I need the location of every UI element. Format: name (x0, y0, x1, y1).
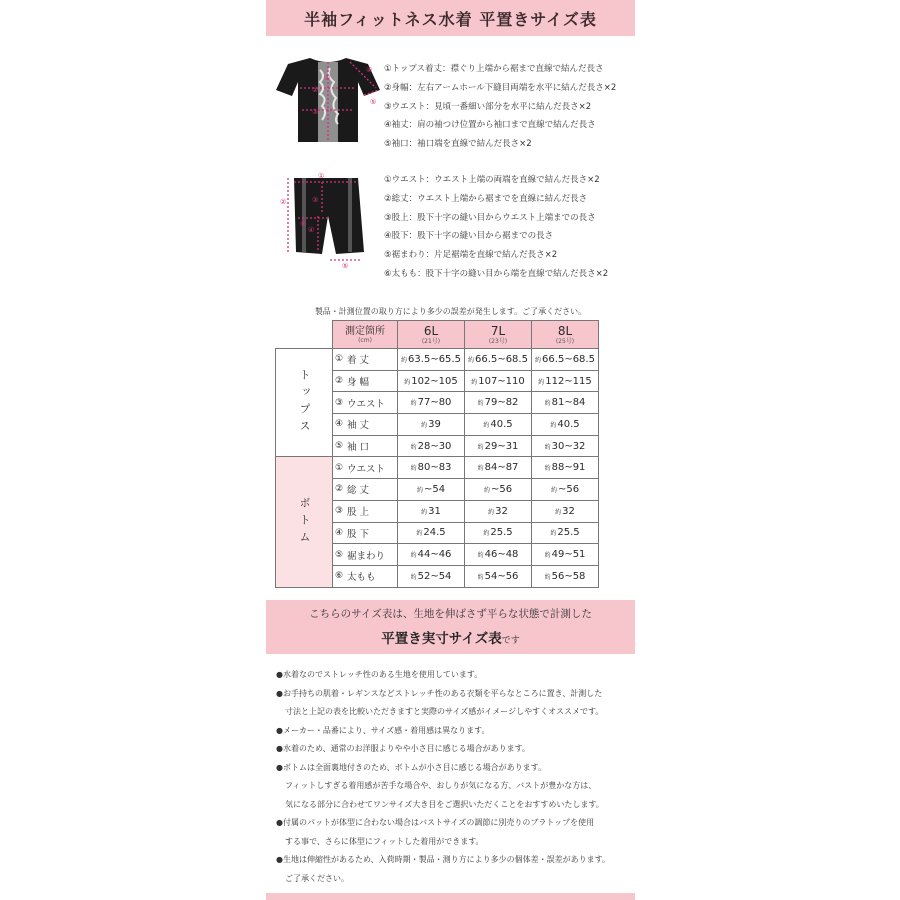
table-header-row (276, 321, 599, 349)
measure-label: 総 丈 (345, 479, 398, 501)
size-value: 約46~48 (465, 544, 532, 566)
bottom-measure-descriptions (384, 171, 608, 284)
note-line: ●付属のパットが体型に合わない場合はバストサイズの調節に別売りのブラトップを使用 (276, 818, 595, 827)
note-line: ●生地は伸縮性があるため、入荷時期・製品・測り方により多少の個体差・誤差があります。 (276, 855, 611, 864)
table-row (276, 349, 599, 371)
desc-line: ③ウエスト：見頃一番細い部分を水平に結んだ長さ×2 (384, 101, 592, 112)
size-value: 約102~105 (398, 370, 465, 392)
size-value: 約40.5 (532, 414, 599, 436)
measure-label: 袖 丈 (345, 414, 398, 436)
size-value: 約31 (398, 500, 465, 522)
flat-measure-banner (266, 600, 635, 654)
header-size-7l: 7L (23号) (465, 321, 532, 349)
size-value: 約54~56 (465, 565, 532, 587)
measure-label: ウエスト (345, 457, 398, 479)
size-value: 約49~51 (532, 544, 599, 566)
measure-label: 股 下 (345, 522, 398, 544)
note-line: ●お手持ちの肌着・レギンスなどストレッチ性のある衣類を平らなところに置き、計測した (276, 688, 603, 698)
measure-number: ⑤ (333, 435, 346, 457)
size-value: 約52~54 (398, 565, 465, 587)
bottom-group-label: ボトム (276, 457, 333, 587)
note-line: ●水着のため、通常のお洋服よりやや小さ目に感じる場合があります。 (276, 744, 531, 753)
size-value: 約32 (532, 500, 599, 522)
header-size-6l: 6L (21号) (398, 321, 465, 349)
svg-text:⑥: ⑥ (300, 220, 307, 228)
bottom-divider (266, 893, 635, 900)
tops-section (276, 349, 599, 457)
size-value: 約81~84 (532, 392, 599, 414)
page-title: 半袖フィットネス水着 平置きサイズ表 (304, 9, 597, 29)
measure-number: ② (333, 479, 346, 501)
note-line: ●水着なのでストレッチ性のある生地を使用しています。 (276, 670, 483, 679)
measure-number: ⑤ (333, 544, 346, 566)
svg-text:④: ④ (366, 66, 373, 74)
measure-number: ④ (333, 522, 346, 544)
svg-text:③: ③ (312, 196, 319, 204)
measurement-notice: 製品・計測位置の取り方により多少の誤差が発生します。ご了承ください。 (314, 307, 587, 316)
size-value: 約112~115 (532, 370, 599, 392)
svg-text:③: ③ (312, 108, 319, 116)
swim-top-illustration (272, 50, 384, 150)
note-line: ●メーカー・品番により、サイズ感・着用感は異なります。 (276, 725, 490, 735)
size-value: 約28~30 (398, 435, 465, 457)
bottom-section (276, 457, 599, 587)
svg-text:④: ④ (308, 226, 315, 234)
measure-label: 裾まわり (345, 544, 398, 566)
size-value: 約~56 (532, 479, 599, 501)
desc-line: ⑥太もも：股下十字の縫い目から端を直線で結んだ長さ×2 (384, 268, 609, 279)
measure-number: ① (333, 349, 346, 371)
desc-line: ③股上：股下十字の縫い目からウエスト上端までの長さ (384, 212, 596, 223)
desc-line: ①ウエスト：ウエスト上端の両端を直線で結んだ長さ×2 (384, 175, 600, 185)
size-value: 約80~83 (398, 457, 465, 479)
banner-line-2: 平置き実寸サイズ表です (381, 631, 520, 647)
desc-line: ④袖丈：肩の袖つけ位置から袖口まで直線で結んだ長さ (384, 120, 596, 131)
header-size-8l: 8L (25号) (532, 321, 599, 349)
size-value: 約25.5 (465, 522, 532, 544)
size-value: 約63.5~65.5 (398, 349, 465, 371)
desc-line: ⑤裾まわり：片足裾端を直線で結んだ長さ×2 (384, 250, 558, 261)
svg-text:①: ① (324, 74, 331, 82)
size-value: 約32 (465, 500, 532, 522)
desc-line: ④股下：股下十字の縫い目から裾までの長さ (384, 231, 554, 242)
measure-number: ② (333, 370, 346, 392)
svg-text:②: ② (312, 86, 319, 94)
size-value: 約40.5 (465, 414, 532, 436)
note-line: フィットしすぎる着用感が苦手な場合や、おしりが気になる方、バストが豊かな方は、 (285, 781, 597, 790)
header-measure: 測定箇所 (cm) (333, 321, 398, 349)
desc-line: ②身幅：左右アームホール下縫目両端を水平に結んだ長さ×2 (384, 82, 617, 93)
size-value: 約88~91 (532, 457, 599, 479)
size-value: 約79~82 (465, 392, 532, 414)
measure-label: ウエスト (345, 392, 398, 414)
size-value: 約66.5~68.5 (465, 349, 532, 371)
desc-line: ②総丈：ウエスト上端から裾までを直線に結んだ長さ (384, 193, 588, 204)
note-line: ご了承ください。 (285, 873, 349, 883)
size-value: 約30~32 (532, 435, 599, 457)
size-value: 約~54 (398, 479, 465, 501)
size-table (275, 320, 599, 588)
measure-label: 着 丈 (345, 349, 398, 371)
measure-label: 身 幅 (345, 370, 398, 392)
banner-line-1: こちらのサイズ表は、生地を伸ばさず平らな状態で計測した (309, 608, 592, 620)
size-value: 約24.5 (398, 522, 465, 544)
size-value: 約~56 (465, 479, 532, 501)
notes-list (276, 666, 641, 888)
measure-number: ④ (333, 414, 346, 436)
size-value: 約84~87 (465, 457, 532, 479)
size-value: 約29~31 (465, 435, 532, 457)
note-line: 寸法と上記の表を比較いただきますと実際のサイズ感がイメージしやすくオススメです。 (285, 707, 604, 716)
measure-label: 太もも (345, 565, 398, 587)
size-value: 約77~80 (398, 392, 465, 414)
svg-text:⑤: ⑤ (370, 98, 377, 106)
size-value: 約66.5~68.5 (532, 349, 599, 371)
title-bar (266, 0, 635, 36)
svg-text:①: ① (318, 172, 325, 180)
size-value: 約39 (398, 414, 465, 436)
measure-number: ① (333, 457, 346, 479)
top-measure-descriptions (384, 60, 616, 154)
measure-number: ③ (333, 500, 346, 522)
size-value: 約25.5 (532, 522, 599, 544)
measure-label: 股 上 (345, 500, 398, 522)
tops-group-label: トップス (276, 349, 333, 457)
note-line: する事で、さらに体型にフィットした着用ができます。 (285, 836, 484, 846)
svg-text:⑤: ⑤ (342, 262, 349, 270)
note-line: 気になる部分に合わせてワンサイズ大き目をご選択いただくことをおすすめいたします。 (285, 799, 604, 809)
size-value: 約44~46 (398, 544, 465, 566)
note-line: ●ボトムは全面裏地付きのため、ボトムが小さ目に感じる場合があります。 (276, 762, 547, 772)
desc-line: ①トップス着丈：襟ぐり上端から裾まで直線で結んだ長さ (384, 64, 604, 74)
table-row (276, 457, 599, 479)
size-value: 約56~58 (532, 565, 599, 587)
measure-number: ③ (333, 392, 346, 414)
desc-line: ⑤袖口：袖口端を直線で結んだ長さ×2 (384, 139, 532, 150)
measure-label: 袖 口 (345, 435, 398, 457)
svg-text:②: ② (280, 198, 287, 206)
size-value: 約107~110 (465, 370, 532, 392)
size-chart-column (266, 0, 635, 900)
measure-number: ⑥ (333, 565, 346, 587)
swim-bottom-illustration (278, 168, 378, 272)
